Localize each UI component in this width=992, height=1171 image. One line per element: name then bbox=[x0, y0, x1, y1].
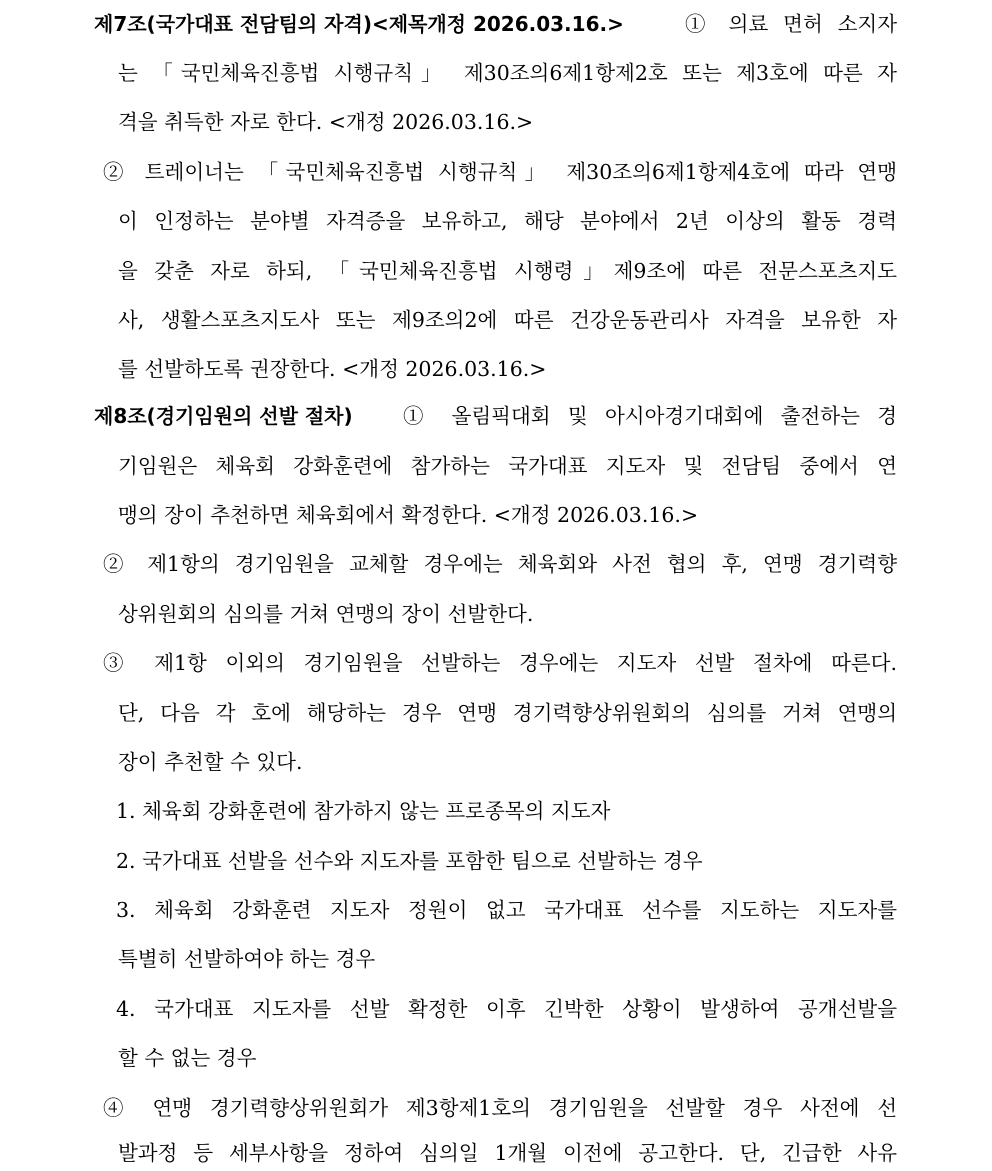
article-7-heading: 제7조(국가대표 전담팀의 자격)<제목개정 2026.03.16.> bbox=[94, 12, 624, 36]
article-8-paragraph-4: ④ 연맹 경기력향상위원회가 제3항제1호의 경기임원을 선발할 경우 사전에 선 bbox=[103, 1096, 897, 1120]
article-8-heading: 제8조(경기임원의 선발 절차) bbox=[94, 404, 353, 428]
text-line: 격을 취득한 자로 한다. <개정 2026.03.16.> bbox=[118, 110, 534, 134]
text-line: 단, 다음 각 호에 해당하는 경우 연맹 경기력향상위원회의 심의를 거쳐 연맹의 bbox=[118, 701, 897, 725]
list-item: 4. 국가대표 지도자를 선발 확정한 이후 긴박한 상황이 발생하여 공개선발을 bbox=[116, 997, 897, 1021]
text-line: 발과정 등 세부사항을 정하여 심의일 1개월 이전에 공고한다. 단, 긴급한 사유 bbox=[118, 1141, 897, 1165]
list-item: 1. 체육회 강화훈련에 참가하지 않는 프로종목의 지도자 bbox=[116, 799, 611, 823]
list-item: 3. 체육회 강화훈련 지도자 정원이 없고 국가대표 선수를 지도하는 지도자를 bbox=[116, 898, 897, 922]
article-8-paragraph-1-start: ① 올림픽대회 및 아시아경기대회에 출전하는 경 bbox=[403, 404, 897, 428]
article-8-paragraph-3: ③ 제1항 이외의 경기임원을 선발하는 경우에는 지도자 선발 절차에 따른다. bbox=[103, 651, 897, 675]
article-8-paragraph-2: ② 제1항의 경기임원을 교체할 경우에는 체육회와 사전 협의 후, 연맹 경기력향 bbox=[103, 552, 897, 576]
text-line: 이 인정하는 분야별 자격증을 보유하고, 해당 분야에서 2년 이상의 활동 경력 bbox=[118, 209, 897, 233]
text-line: 사, 생활스포츠지도사 또는 제9조의2에 따른 건강운동관리사 자격을 보유한 자 bbox=[118, 308, 897, 332]
text-line: 기임원은 체육회 강화훈련에 참가하는 국가대표 지도자 및 전담팀 중에서 연 bbox=[118, 454, 897, 478]
text-line: 는 「국민체육진흥법 시행규칙」 제30조의6제1항제2호 또는 제3호에 따른 자 bbox=[118, 61, 897, 85]
article-7-paragraph-2: ② 트레이너는 「국민체육진흥법 시행규칙」 제30조의6제1항제4호에 따라 연맹 bbox=[103, 160, 897, 184]
text-line: 맹의 장이 추천하면 체육회에서 확정한다. <개정 2026.03.16.> bbox=[118, 503, 699, 527]
text-line: 할 수 없는 경우 bbox=[118, 1046, 257, 1070]
article-8-first-line bbox=[0, 399, 992, 433]
text-line: 장이 추천할 수 있다. bbox=[118, 750, 303, 774]
article-7-paragraph-1-start: ① 의료 면허 소지자 bbox=[685, 12, 897, 36]
article-7-first-line bbox=[0, 7, 992, 41]
text-line: 을 갖춘 자로 하되, 「국민체육진흥법 시행령」제9조에 따른 전문스포츠지도 bbox=[118, 259, 897, 283]
text-line: 를 선발하도록 권장한다. <개정 2026.03.16.> bbox=[118, 357, 547, 381]
text-line: 상위원회의 심의를 거쳐 연맹의 장이 선발한다. bbox=[118, 602, 534, 626]
text-line: 특별히 선발하여야 하는 경우 bbox=[118, 947, 376, 971]
list-item: 2. 국가대표 선발을 선수와 지도자를 포함한 팀으로 선발하는 경우 bbox=[116, 849, 703, 873]
